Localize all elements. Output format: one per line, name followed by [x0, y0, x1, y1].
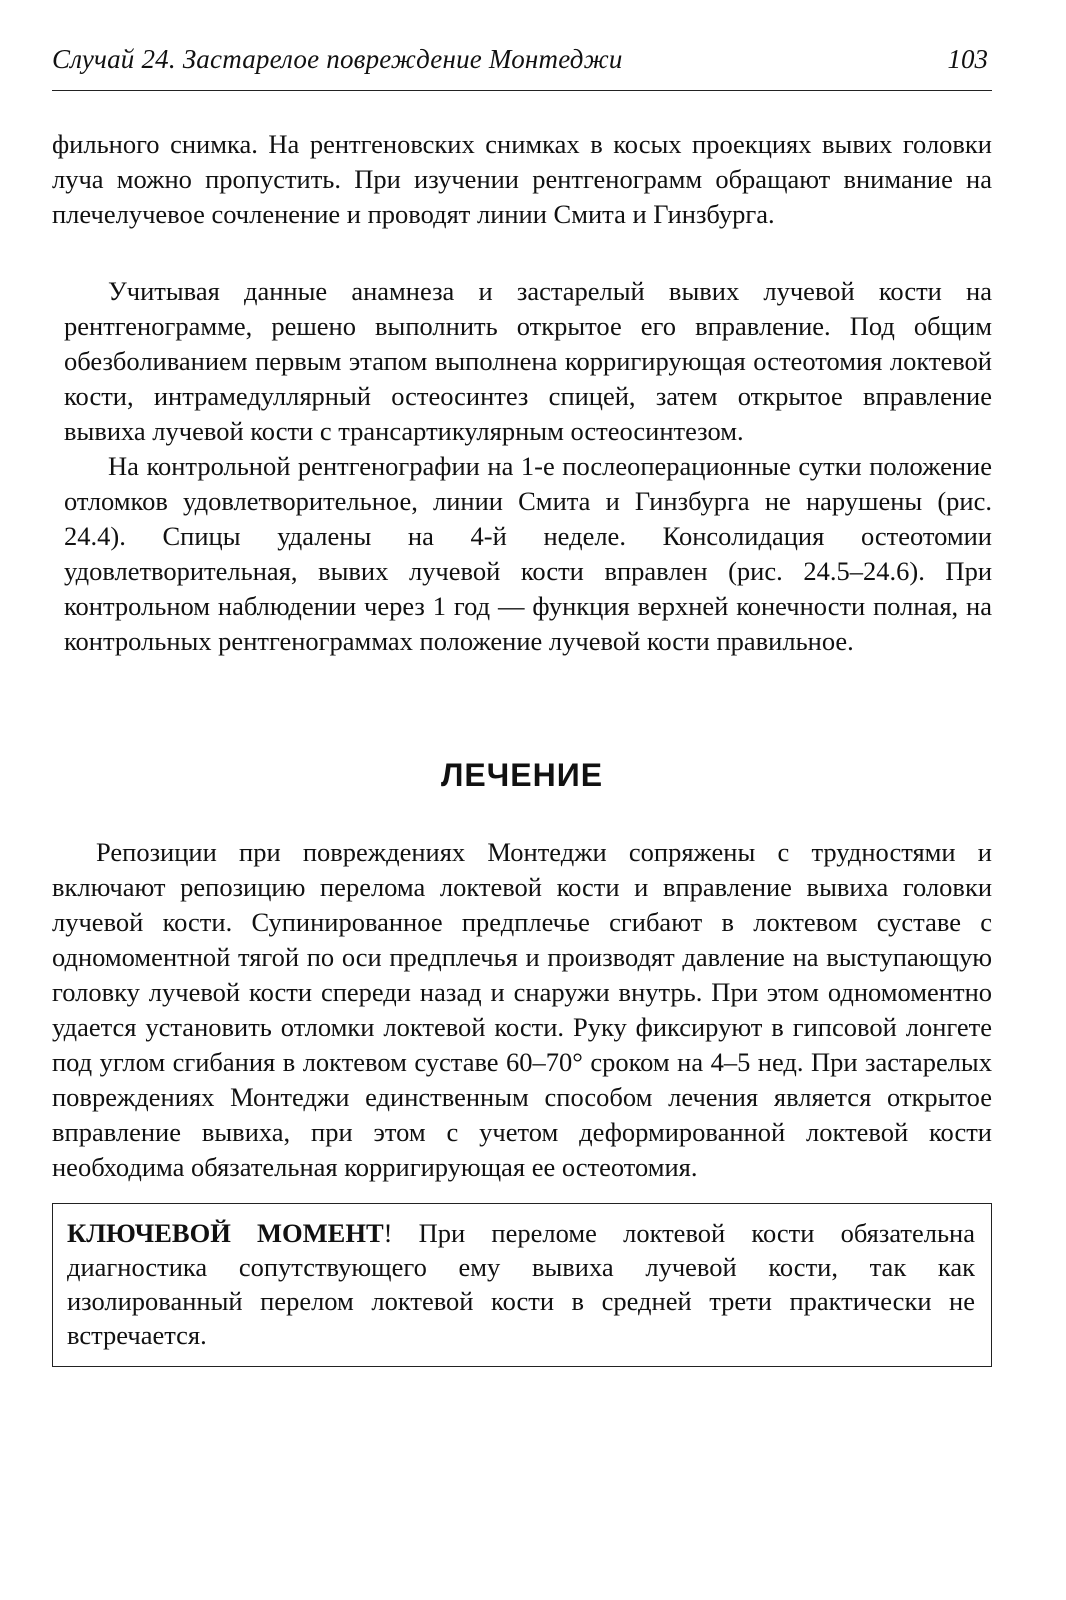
- continued-paragraph: фильного снимка. На рентгеновских снимках в косых проекциях вывих головки луча можно пропустить. При изучении рентгенограмм обращают внимание на плечелучевое сочленение и проводят линии Смита и Гинзбурга.: [52, 129, 992, 229]
- surgery-paragraph: Учитывая данные анамнеза и застарелый вывих лучевой кости на рентгенограмме, решено выполнить открытое его вправление. Под общим обезболиванием первым этапом выполнена корригирующая остеотомия локтевой кости, интрамедуллярный остеосинтез спицей, затем открытое вправление вывиха лучевой кости с трансартикулярным остеосинтезом.: [64, 276, 992, 446]
- treatment-paragraph: Репозиции при повреждениях Монтеджи сопряжены с трудностями и включают репозицию перелома локтевой кости и вправление вывиха головки лучевой кости. Супинированное предплечье сгибают в локтевом суставе с одномоментной тягой по оси предплечья и производят давление на выступающую головку лучевой кости спереди назад и снаружи внутрь. При этом одномоментно удается установить отломки локтевой кости. Руку фиксируют в гипсовой лонгете под углом сгибания в локтевом суставе 60–70° сроком на 4–5 нед. При застарелых повреждениях Монтеджи единственным способом лечения является открытое вправление вывиха, при этом с учетом деформированной локтевой кости необходима обязательная корригирующая ее остеотомия.: [52, 837, 992, 1182]
- key-point-text: ! При переломе локтевой кости обязательна диагностика сопутствующего ему вывиха лучевой кости, так как изолированный перелом локтевой кости в средней трети практически не встречается.: [67, 1218, 975, 1350]
- book-page: [52, 38, 992, 1578]
- key-point-box: [52, 1203, 992, 1367]
- page-number: 103: [947, 44, 988, 74]
- running-title: Случай 24. Застарелое повреждение Монтеджи: [52, 44, 623, 74]
- running-header: [52, 38, 992, 91]
- section-heading-treatment: ЛЕЧЕНИЕ: [440, 757, 604, 793]
- key-point-paragraph: [67, 1216, 975, 1352]
- follow-up-paragraph: На контрольной рентгенографии на 1-е послеоперационные сутки положение отломков удовлетворительное, линии Смита и Гинзбурга не нарушены (рис. 24.4). Спицы удалены на 4-й неделе. Консолидация остеотомии удовлетворительная, вывих лучевой кости вправлен (рис. 24.5–24.6). При контрольном наблюдении через 1 год — функция верхней конечности полная, на контрольных рентгенограммах положение лучевой кости правильное.: [64, 451, 992, 656]
- case-course-block: [64, 274, 992, 659]
- key-point-label: КЛЮЧЕВОЙ МОМЕНТ: [67, 1218, 384, 1248]
